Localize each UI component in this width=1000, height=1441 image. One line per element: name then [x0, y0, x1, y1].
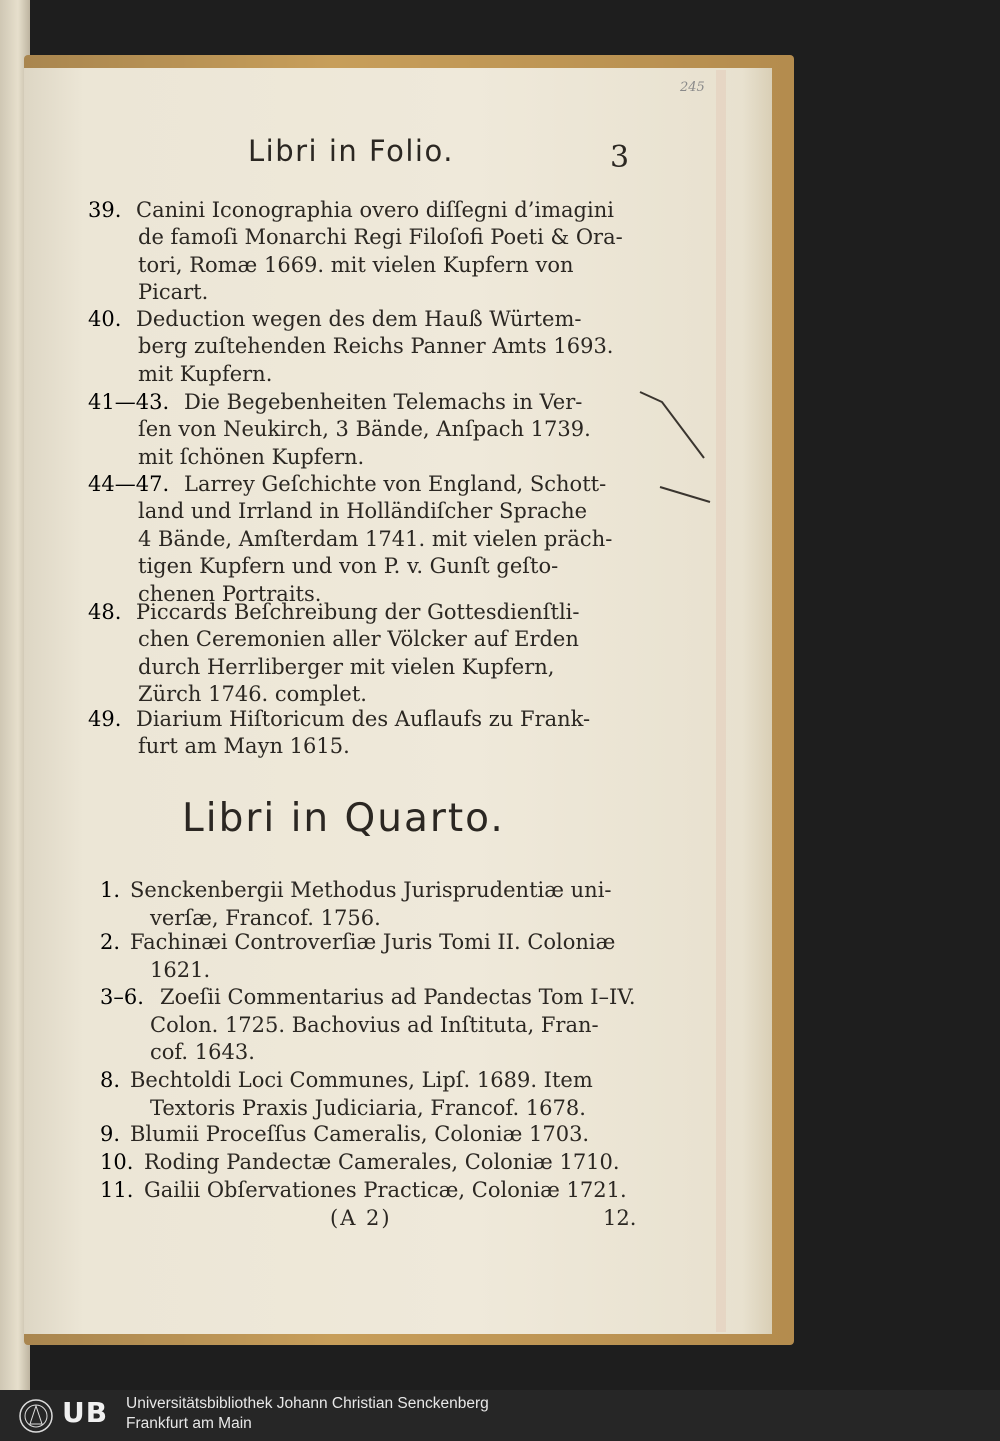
entry-line: Bechtoldi Loci Communes, Lipſ. 1689. Item	[130, 1068, 593, 1092]
entry-line: Zürch 1746. complet.	[138, 682, 367, 707]
library-name: Universitätsbibliothek Johann Christian Senckenberg	[126, 1395, 489, 1412]
running-head: Libri in Folio.	[248, 134, 454, 168]
entry-line: tori, Romæ 1669. mit vielen Kupfern von	[138, 252, 574, 277]
entry-line: 1621.	[150, 957, 211, 982]
pen-stroke-lower	[660, 487, 710, 502]
entry-line: 4 Bände, Amſterdam 1741. mit vielen präch-	[138, 526, 613, 551]
entry-line: Colon. 1725. Bachovius ad Inſtituta, Fran-	[150, 1012, 599, 1037]
entry-number: 2.	[100, 930, 121, 954]
entry-line: tigen Kupfern und von P. v. Gunſt geſto-	[138, 554, 559, 579]
entry-line: Roding Pandectæ Camerales, Coloniæ 1710.	[144, 1150, 620, 1174]
entry-number: 11.	[100, 1178, 134, 1202]
entry-line: chenen Portraits.	[138, 581, 322, 606]
entry-line: verſæ, Francof. 1756.	[150, 905, 381, 930]
entry-line: durch Herrliberger mit vielen Kupfern,	[138, 654, 555, 679]
entry-line: mit Kupfern.	[138, 361, 273, 386]
ub-logo-text: UB	[62, 1396, 109, 1429]
entry-number: 9.	[100, 1122, 121, 1146]
entry-line: Diarium Hiſtoricum des Auflaufs zu Frank-	[136, 707, 591, 731]
entry-number: 1.	[100, 878, 121, 902]
entry-line: Deduction wegen des dem Hauß Würtem-	[136, 307, 582, 331]
entry-line: chen Ceremonien aller Völcker auf Erden	[138, 627, 579, 652]
entry-number: 39.	[88, 198, 122, 222]
entry-line: Blumii Proceſſus Cameralis, Coloniæ 1703.	[130, 1122, 590, 1146]
catchword: 12.	[603, 1206, 637, 1230]
entry-line: de famoſi Monarchi Regi Filoſofi Poeti & Ora-	[138, 225, 623, 250]
footer-bar	[0, 1390, 1000, 1441]
entry-line: Gailii Obſervationes Practicæ, Coloniæ 1721.	[144, 1178, 627, 1202]
entry-number: 10.	[100, 1150, 134, 1174]
entry-number: 40.	[88, 307, 122, 331]
entry-number: 8.	[100, 1068, 121, 1092]
entry-line: land und Irrland in Holländiſcher Sprache	[138, 499, 588, 524]
entry-line: mit ſchönen Kupfern.	[138, 444, 365, 469]
entry-line: cof. 1643.	[150, 1040, 255, 1065]
entry-line: Canini Iconographia overo diſſegni d’imagini	[136, 198, 614, 222]
entry-line: Die Begebenheiten Telemachs in Ver-	[184, 390, 583, 414]
entry-line: berg zuſtehenden Reichs Panner Amts 1693.	[138, 334, 614, 359]
entry-line: Senckenbergii Methodus Jurisprudentiæ uni-	[130, 878, 612, 902]
entry-number: 41—43.	[88, 390, 170, 414]
page-number: 3	[610, 140, 630, 175]
entry-line: Textoris Praxis Judiciaria, Francof. 1678.	[150, 1095, 586, 1120]
entry-number: 48.	[88, 600, 122, 624]
signature-mark: (A 2)	[330, 1206, 392, 1230]
section-heading: Libri in Quarto.	[182, 796, 505, 841]
entry-line: Zoeſii Commentarius ad Pandectas Tom I–IV.	[160, 985, 636, 1009]
entry-line: furt am Mayn 1615.	[138, 734, 350, 759]
entry-number: 44—47.	[88, 472, 170, 496]
entry-line: Larrey Geſchichte von England, Schott-	[184, 472, 607, 496]
entry-line: Picart.	[138, 280, 209, 305]
entry-number: 49.	[88, 707, 122, 731]
entry-line: ſen von Neukirch, 3 Bände, Anſpach 1739.	[138, 417, 591, 442]
entry-number: 3–6.	[100, 985, 144, 1009]
entry-line: Piccards Beſchreibung der Gottesdienſtli-	[136, 600, 580, 624]
pen-stroke-upper	[640, 392, 704, 458]
entry-line: Fachinæi Controverſiæ Juris Tomi II. Coloniæ	[130, 930, 616, 954]
library-city: Frankfurt am Main	[126, 1415, 252, 1432]
handwritten-page-number: 245	[680, 80, 705, 95]
